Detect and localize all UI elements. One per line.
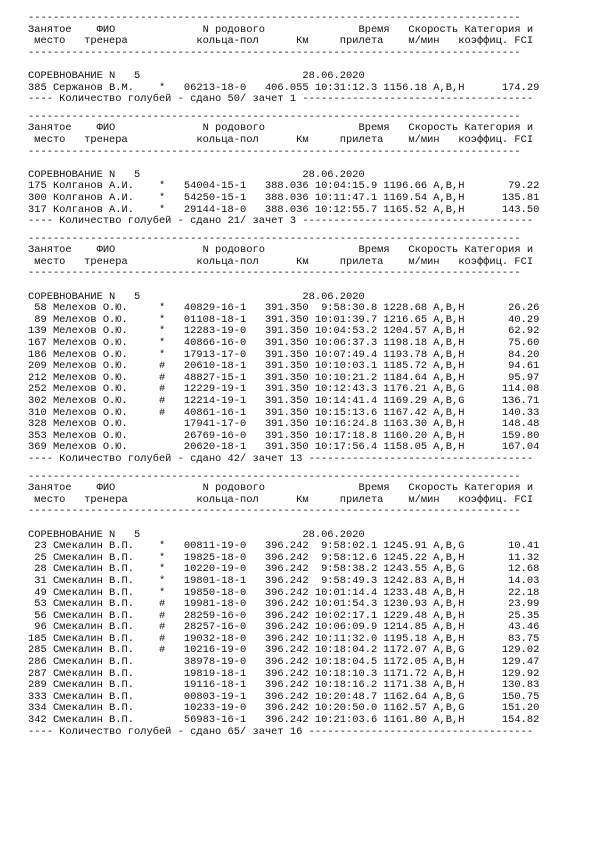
rule-line: ------------------------------------------------------------------------------- bbox=[28, 13, 521, 24]
rule-line: ------------------------------------------------------------------------------- bbox=[28, 111, 521, 123]
rule-line: ------------------------------------------------------------------------------- bbox=[28, 471, 521, 483]
result-row: 56 Смекалин В.П. # 28259-16-0 396.242 10:02:17.1 1229.48 A,B,H 25.35 bbox=[28, 609, 540, 622]
result-row: 289 Смекалин В.П. 19116-18-1 396.242 10:18:16.2 1171.38 A,B,H 130.83 bbox=[28, 679, 540, 692]
result-row: 302 Мелехов О.Ю. # 12214-19-1 391.350 10:14:41.4 1169.29 A,B,G 136.71 bbox=[28, 395, 540, 407]
rule-line: ------------------------------------------------------------------------------- bbox=[28, 47, 521, 59]
rule-line: ------------------------------------------------------------------------------- bbox=[28, 268, 521, 280]
result-row: 139 Мелехов О.Ю. * 12283-19-0 391.350 10:04:53.2 1204.57 A,B,H 62.92 bbox=[28, 325, 540, 338]
column-header-line-1: Занятое ФИО N родового Время Скорость Категория и bbox=[28, 482, 534, 495]
result-row: 252 Мелехов О.Ю. # 12229-19-1 391.350 10:12:43.3 1176.21 A,B,G 114.08 bbox=[28, 383, 540, 396]
competition-title: СОРЕВНОВАНИЕ N 5 28.06.2020 bbox=[28, 168, 365, 181]
result-row: 212 Мелехов О.Ю. # 48827-15-1 391.350 10:10:21.2 1184.64 A,B,H 95.97 bbox=[28, 371, 540, 384]
competition-title: СОРЕВНОВАНИЕ N 5 28.06.2020 bbox=[28, 528, 365, 541]
result-row: 369 Мелехов О.Ю. 20620-18-1 391.350 10:17:56.4 1158.05 A,B,H 167.04 bbox=[28, 441, 540, 454]
result-row: 96 Смекалин В.П. # 28257-16-0 396.242 10:06:09.9 1214.85 A,B,H 43.46 bbox=[28, 621, 540, 634]
column-header-line-1: Занятое ФИО N родового Время Скорость Категория и bbox=[28, 244, 534, 257]
result-row: 175 Колганов А.И. * 54004-15-1 388.036 10:04:15.9 1196.66 A,B,H 79.22 bbox=[28, 180, 540, 193]
competition-title: СОРЕВНОВАНИЕ N 5 28.06.2020 bbox=[28, 69, 365, 82]
section-summary: ---- Количество голубей - сдано 65/ зачет 16 ------------------------------------ bbox=[28, 725, 534, 738]
result-row: 385 Сержанов В.М. * 06213-18-0 406.055 10:31:12.3 1156.18 A,B,H 174.29 bbox=[28, 81, 540, 94]
result-row: 310 Мелехов О.Ю. # 40861-16-1 391.350 10:15:13.6 1167.42 A,B,H 140.33 bbox=[28, 406, 540, 419]
result-row: 333 Смекалин В.П. 00803-19-1 396.242 10:20:48.7 1162.64 A,B,G 150.75 bbox=[28, 690, 540, 703]
section-summary: ---- Количество голубей - сдано 21/ зачет 3 ------------------------------------- bbox=[28, 215, 534, 228]
result-row: 287 Смекалин В.П. 19819-18-1 396.242 10:18:10.3 1171.72 A,B,H 129.92 bbox=[28, 667, 540, 680]
result-row: 58 Мелехов О.Ю. * 40829-16-1 391.350 9:58:30.8 1228.68 A,B,H 26.26 bbox=[28, 302, 540, 315]
result-row: 23 Смекалин В.П. * 00811-19-0 396.242 9:58:02.1 1245.91 A,B,G 10.41 bbox=[28, 540, 540, 553]
blank-line bbox=[28, 280, 539, 292]
column-header-line-2: место тренера кольца-пол Км прилета м/мин коэффиц. FCI bbox=[28, 133, 534, 146]
result-row: 353 Мелехов О.Ю. 26769-16-0 391.350 10:17:18.8 1160.20 A,B,H 159.80 bbox=[28, 429, 540, 442]
results-document bbox=[28, 13, 539, 738]
result-row: 342 Смекалин В.П. 56983-16-1 396.242 10:21:03.6 1161.80 A,B,H 154.82 bbox=[28, 714, 540, 727]
result-row: 25 Смекалин В.П. * 19825-18-0 396.242 9:58:12.6 1245.22 A,B,H 11.32 bbox=[28, 551, 540, 564]
section-summary: ---- Количество голубей - сдано 42/ зачет 13 ------------------------------------ bbox=[28, 452, 534, 465]
result-row: 286 Смекалин В.П. 38978-19-0 396.242 10:18:04.5 1172.05 A,B,H 129.47 bbox=[28, 656, 540, 669]
result-row: 317 Колганов А.И. * 29144-18-0 388.036 10:12:55.7 1165.52 A,B,H 143.50 bbox=[28, 203, 540, 216]
result-row: 328 Мелехов О.Ю. 17941-17-0 391.350 10:16:24.8 1163.30 A,B,H 148.48 bbox=[28, 418, 540, 431]
blank-line bbox=[28, 158, 539, 170]
column-header-line-2: место тренера кольца-пол Км прилета м/мин коэффиц. FCI bbox=[28, 493, 534, 506]
result-row: 31 Смекалин В.П. * 19801-18-1 396.242 9:58:49.3 1242.83 A,B,H 14.03 bbox=[28, 574, 540, 587]
rule-line: ------------------------------------------------------------------------------- bbox=[28, 233, 521, 245]
column-header-line-1: Занятое ФИО N родового Время Скорость Категория и bbox=[28, 122, 534, 135]
competition-title: СОРЕВНОВАНИЕ N 5 28.06.2020 bbox=[28, 290, 365, 303]
result-row: 186 Мелехов О.Ю. * 17913-17-0 391.350 10:07:49.4 1193.78 A,B,H 84.20 bbox=[28, 348, 540, 361]
result-row: 334 Смекалин В.П. 10233-19-0 396.242 10:20:50.0 1162.57 A,B,G 151.20 bbox=[28, 702, 540, 715]
result-row: 53 Смекалин В.П. # 19981-18-0 396.242 10:01:54.3 1230.93 A,B,H 23.99 bbox=[28, 598, 540, 611]
result-row: 285 Смекалин В.П. # 10216-19-0 396.242 10:18:04.2 1172.07 A,B,G 129.02 bbox=[28, 644, 540, 657]
rule-line: ------------------------------------------------------------------------------- bbox=[28, 506, 521, 518]
blank-line bbox=[28, 518, 539, 530]
column-header-line-1: Занятое ФИО N родового Время Скорость Категория и bbox=[28, 23, 534, 36]
rule-line: ------------------------------------------------------------------------------- bbox=[28, 146, 521, 158]
result-row: 167 Мелехов О.Ю. * 40866-16-0 391.350 10:06:37.3 1198.18 A,B,H 75.60 bbox=[28, 337, 540, 350]
result-row: 209 Мелехов О.Ю. # 20610-18-1 391.350 10:10:03.1 1185.72 A,B,H 94.61 bbox=[28, 360, 540, 373]
result-row: 300 Колганов А.И. * 54250-15-1 388.036 10:11:47.1 1169.54 A,B,H 135.81 bbox=[28, 191, 540, 204]
column-header-line-2: место тренера кольца-пол Км прилета м/мин коэффиц. FCI bbox=[28, 35, 534, 48]
result-row: 28 Смекалин В.П. * 10220-19-0 396.242 9:58:38.2 1243.55 A,B,G 12.68 bbox=[28, 563, 540, 576]
column-header-line-2: место тренера кольца-пол Км прилета м/мин коэффиц. FCI bbox=[28, 255, 534, 268]
result-row: 49 Смекалин В.П. * 19850-18-0 396.242 10:01:14.4 1233.48 A,B,H 22.18 bbox=[28, 586, 540, 599]
result-row: 89 Мелехов О.Ю. * 01108-18-1 391.350 10:01:39.7 1216.65 A,B,H 40.29 bbox=[28, 313, 540, 326]
result-row: 185 Смекалин В.П. # 19032-18-0 396.242 10:11:32.0 1195.18 A,B,H 83.75 bbox=[28, 632, 540, 645]
section-summary: ---- Количество голубей - сдано 50/ зачет 1 ------------------------------------- bbox=[28, 93, 534, 106]
